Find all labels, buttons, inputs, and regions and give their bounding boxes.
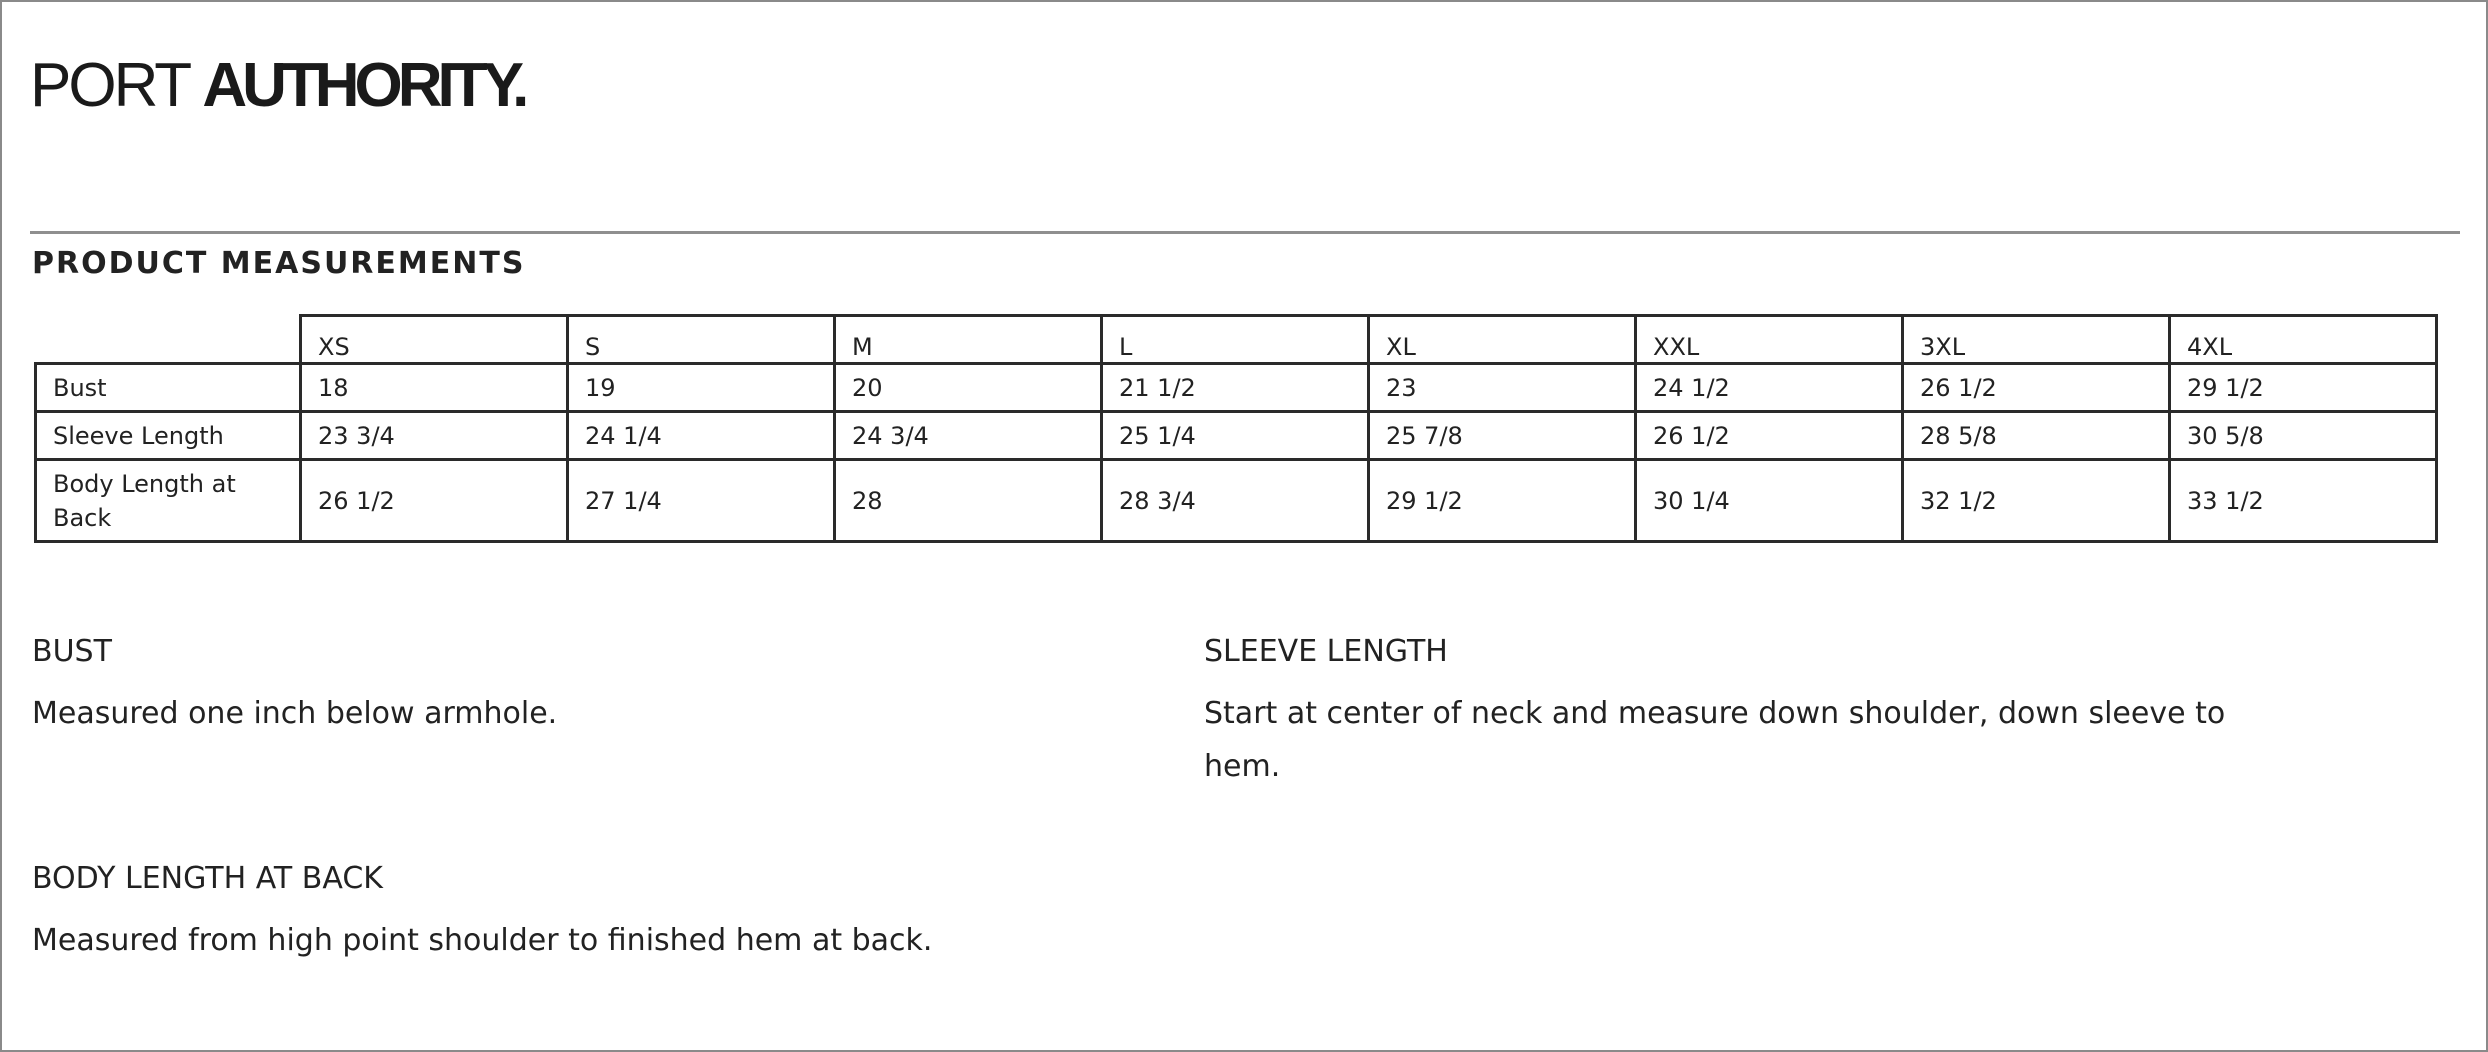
size-header-xxl: XXL bbox=[1636, 316, 1903, 364]
table-cell: 27 1/4 bbox=[568, 460, 835, 542]
table-cell: 24 1/4 bbox=[568, 412, 835, 460]
table-cell: 21 1/2 bbox=[1102, 364, 1369, 412]
table-cell: 18 bbox=[301, 364, 568, 412]
size-header-3xl: 3XL bbox=[1903, 316, 2170, 364]
table-cell: 26 1/2 bbox=[301, 460, 568, 542]
table-cell: 25 1/4 bbox=[1102, 412, 1369, 460]
definition-desc-bust: Measured one inch below armhole. bbox=[32, 696, 558, 731]
table-cell: 20 bbox=[835, 364, 1102, 412]
definition-term-bust: BUST bbox=[32, 634, 112, 669]
table-cell: 30 1/4 bbox=[1636, 460, 1903, 542]
size-header-s: S bbox=[568, 316, 835, 364]
port-authority-logo bbox=[30, 51, 525, 120]
row-label-bust: Bust bbox=[36, 364, 301, 412]
table-row-sleeve-length bbox=[36, 412, 2437, 460]
definition-bust bbox=[32, 634, 1132, 740]
section-title: PRODUCT MEASUREMENTS bbox=[32, 246, 526, 281]
table-cell: 26 1/2 bbox=[1636, 412, 1903, 460]
table-row-body-length bbox=[36, 460, 2437, 542]
table-cell: 24 3/4 bbox=[835, 412, 1102, 460]
table-cell: 29 1/2 bbox=[1369, 460, 1636, 542]
definition-desc-body-length: Measured from high point shoulder to finished hem at back. bbox=[32, 923, 933, 958]
table-cell: 28 3/4 bbox=[1102, 460, 1369, 542]
logo-word-port: PORT bbox=[30, 51, 190, 120]
size-header-xs: XS bbox=[301, 316, 568, 364]
table-cell: 24 1/2 bbox=[1636, 364, 1903, 412]
table-cell: 28 bbox=[835, 460, 1102, 542]
table-cell: 19 bbox=[568, 364, 835, 412]
size-header-m: M bbox=[835, 316, 1102, 364]
measurements-table bbox=[34, 314, 2438, 543]
definition-body-length bbox=[32, 861, 1132, 967]
header-divider bbox=[30, 231, 2460, 234]
size-header-row bbox=[36, 316, 2437, 364]
table-cell: 23 3/4 bbox=[301, 412, 568, 460]
row-label-sleeve-length: Sleeve Length bbox=[36, 412, 301, 460]
table-row-bust bbox=[36, 364, 2437, 412]
definition-term-sleeve-length: SLEEVE LENGTH bbox=[1204, 634, 1448, 669]
logo-word-authority: AUTHORITY. bbox=[202, 51, 525, 120]
table-cell: 32 1/2 bbox=[1903, 460, 2170, 542]
table-cell: 33 1/2 bbox=[2170, 460, 2437, 542]
size-header-xl: XL bbox=[1369, 316, 1636, 364]
table-cell: 29 1/2 bbox=[2170, 364, 2437, 412]
table-corner-cell bbox=[36, 316, 301, 364]
row-label-body-length: Body Length at Back bbox=[36, 460, 301, 542]
size-header-4xl: 4XL bbox=[2170, 316, 2437, 364]
table-cell: 30 5/8 bbox=[2170, 412, 2437, 460]
definition-desc-sleeve-length: Start at center of neck and measure down shoulder, down sleeve to hem. bbox=[1204, 696, 2226, 784]
table-cell: 26 1/2 bbox=[1903, 364, 2170, 412]
table-cell: 25 7/8 bbox=[1369, 412, 1636, 460]
definition-term-body-length: BODY LENGTH AT BACK bbox=[32, 861, 383, 896]
table-cell: 23 bbox=[1369, 364, 1636, 412]
table-cell: 28 5/8 bbox=[1903, 412, 2170, 460]
definition-sleeve-length bbox=[1204, 634, 2304, 793]
size-header-l: L bbox=[1102, 316, 1369, 364]
